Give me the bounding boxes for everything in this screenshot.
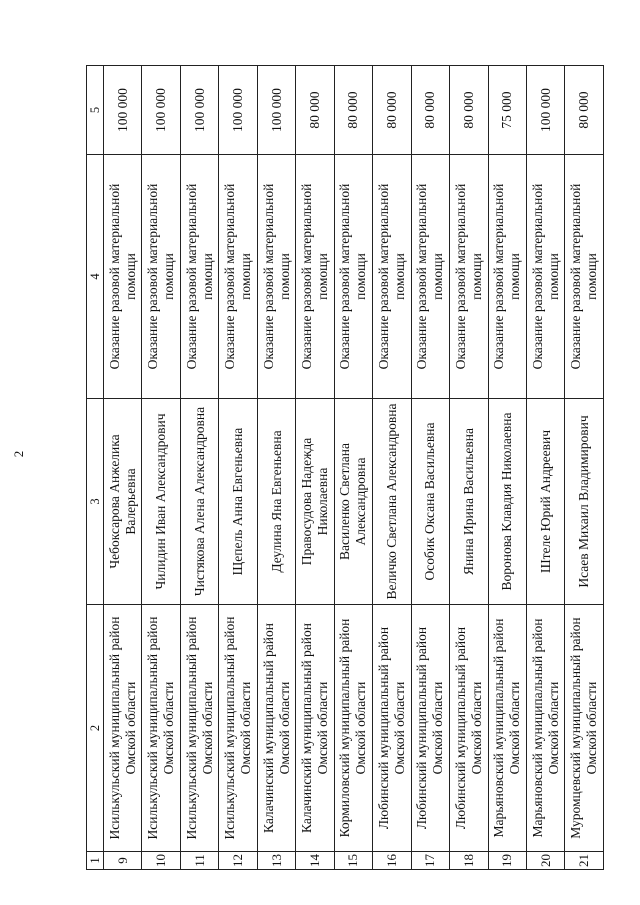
district-cell: Кормиловский муниципальный район Омской области xyxy=(334,605,372,852)
table-row xyxy=(411,66,449,870)
row-number: 17 xyxy=(411,852,449,870)
district-cell: Исилькульский муниципальный район Омской области xyxy=(142,605,180,852)
district-cell: Марьяновский муниципальный район Омской области xyxy=(488,605,526,852)
recipient-name-cell: Правосудова Надежда Николаевна xyxy=(296,399,334,605)
row-number: 14 xyxy=(296,852,334,870)
purpose-cell: Оказание разовой материальной помощи xyxy=(257,155,295,399)
recipient-name-cell: Штеле Юрий Андреевич xyxy=(526,399,564,605)
district-cell: Калачинский муниципальный район Омской области xyxy=(296,605,334,852)
purpose-cell: Оказание разовой материальной помощи xyxy=(488,155,526,399)
table-row xyxy=(180,66,218,870)
amount-cell: 80 000 xyxy=(296,66,334,155)
amount-cell: 100 000 xyxy=(257,66,295,155)
recipient-name-cell: Деулина Яна Евгеньевна xyxy=(257,399,295,605)
column-header: 1 xyxy=(87,852,104,870)
recipient-name-cell: Чистякова Алена Александровна xyxy=(180,399,218,605)
district-cell: Муромцевский муниципальный район Омской области xyxy=(565,605,604,852)
assistance-table xyxy=(86,65,604,870)
row-number: 19 xyxy=(488,852,526,870)
amount-cell: 80 000 xyxy=(565,66,604,155)
recipient-name-cell: Особик Оксана Васильевна xyxy=(411,399,449,605)
page-number: 2 xyxy=(11,450,26,458)
recipient-name-cell: Чилидин Иван Александрович xyxy=(142,399,180,605)
table-row xyxy=(565,66,604,870)
district-cell: Любинский муниципальный район Омской области xyxy=(450,605,488,852)
row-number: 15 xyxy=(334,852,372,870)
amount-cell: 80 000 xyxy=(373,66,411,155)
recipient-name-cell: Василенко Светлана Александровна xyxy=(334,399,372,605)
row-number: 16 xyxy=(373,852,411,870)
amount-cell: 100 000 xyxy=(526,66,564,155)
purpose-cell: Оказание разовой материальной помощи xyxy=(565,155,604,399)
table-row xyxy=(450,66,488,870)
recipient-name-cell: Исаев Михаил Владимирович xyxy=(565,399,604,605)
table-row xyxy=(373,66,411,870)
district-cell: Любинский муниципальный район Омской области xyxy=(373,605,411,852)
column-header: 3 xyxy=(87,399,104,605)
purpose-cell: Оказание разовой материальной помощи xyxy=(219,155,257,399)
rotated-table-container xyxy=(86,66,604,870)
table-row xyxy=(104,66,142,870)
row-number: 21 xyxy=(565,852,604,870)
row-number: 12 xyxy=(219,852,257,870)
table-row xyxy=(257,66,295,870)
amount-cell: 100 000 xyxy=(180,66,218,155)
amount-cell: 100 000 xyxy=(142,66,180,155)
row-number: 11 xyxy=(180,852,218,870)
amount-cell: 80 000 xyxy=(450,66,488,155)
row-number: 20 xyxy=(526,852,564,870)
district-cell: Исилькульский муниципальный район Омской области xyxy=(104,605,142,852)
amount-cell: 100 000 xyxy=(104,66,142,155)
column-header: 4 xyxy=(87,155,104,399)
table-body xyxy=(104,66,604,870)
purpose-cell: Оказание разовой материальной помощи xyxy=(142,155,180,399)
purpose-cell: Оказание разовой материальной помощи xyxy=(334,155,372,399)
purpose-cell: Оказание разовой материальной помощи xyxy=(450,155,488,399)
purpose-cell: Оказание разовой материальной помощи xyxy=(373,155,411,399)
amount-cell: 100 000 xyxy=(219,66,257,155)
purpose-cell: Оказание разовой материальной помощи xyxy=(104,155,142,399)
recipient-name-cell: Воронова Клавдия Николаевна xyxy=(488,399,526,605)
purpose-cell: Оказание разовой материальной помощи xyxy=(180,155,218,399)
district-cell: Любинский муниципальный район Омской области xyxy=(411,605,449,852)
district-cell: Марьяновский муниципальный район Омской области xyxy=(526,605,564,852)
amount-cell: 75 000 xyxy=(488,66,526,155)
table-row xyxy=(296,66,334,870)
table-row xyxy=(142,66,180,870)
district-cell: Исилькульский муниципальный район Омской области xyxy=(180,605,218,852)
row-number: 18 xyxy=(450,852,488,870)
table-row xyxy=(488,66,526,870)
row-number: 13 xyxy=(257,852,295,870)
amount-cell: 80 000 xyxy=(334,66,372,155)
recipient-name-cell: Янина Ирина Васильевна xyxy=(450,399,488,605)
column-header: 5 xyxy=(87,66,104,155)
district-cell: Калачинский муниципальный район Омской области xyxy=(257,605,295,852)
district-cell: Исилькульский муниципальный район Омской области xyxy=(219,605,257,852)
recipient-name-cell: Чебоксарова Анжелика Валерьевна xyxy=(104,399,142,605)
purpose-cell: Оказание разовой материальной помощи xyxy=(411,155,449,399)
purpose-cell: Оказание разовой материальной помощи xyxy=(526,155,564,399)
column-header: 2 xyxy=(87,605,104,852)
table-row xyxy=(526,66,564,870)
amount-cell: 80 000 xyxy=(411,66,449,155)
header-row xyxy=(87,66,104,870)
recipient-name-cell: Щепель Анна Евгеньевна xyxy=(219,399,257,605)
row-number: 9 xyxy=(104,852,142,870)
purpose-cell: Оказание разовой материальной помощи xyxy=(296,155,334,399)
row-number: 10 xyxy=(142,852,180,870)
table-row xyxy=(219,66,257,870)
table-row xyxy=(334,66,372,870)
recipient-name-cell: Величко Светлана Александровна xyxy=(373,399,411,605)
